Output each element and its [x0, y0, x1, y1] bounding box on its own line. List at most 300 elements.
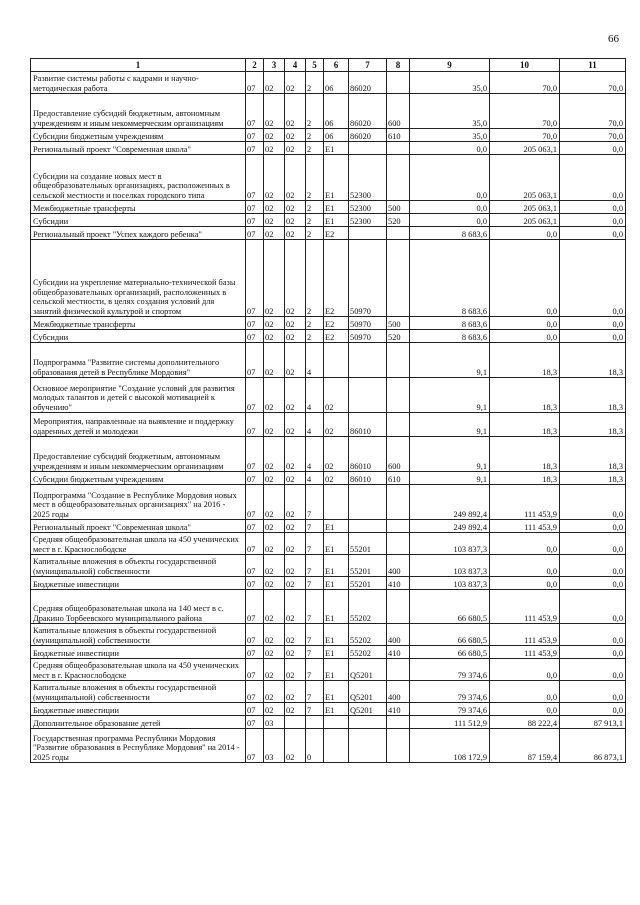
code-cell: 7 — [306, 555, 324, 577]
code-cell — [324, 729, 349, 763]
code-cell: 02 — [285, 729, 306, 763]
amount-cell: 103 837,3 — [410, 533, 490, 555]
code-cell: E2 — [324, 240, 349, 317]
amount-cell: 205 063,1 — [490, 155, 560, 201]
code-cell: 02 — [264, 201, 285, 214]
amount-cell: 18,3 — [560, 472, 626, 485]
code-cell: 02 — [324, 472, 349, 485]
code-cell: 02 — [264, 94, 285, 129]
code-cell — [349, 343, 387, 378]
code-cell: E1 — [324, 201, 349, 214]
row-name-cell: Капитальные вложения в объекты государственной (муниципальной) собственности — [31, 681, 246, 703]
code-cell: 02 — [264, 413, 285, 437]
row-name-cell: Развитие системы работы с кадрами и научно-методическая работа — [31, 72, 246, 94]
header-cell: 8 — [387, 59, 410, 72]
amount-cell: 9,1 — [410, 413, 490, 437]
code-cell: 2 — [306, 330, 324, 343]
row-name-cell: Межбюджетные трансферты — [31, 317, 246, 330]
code-cell: 610 — [387, 129, 410, 142]
code-cell: 50970 — [349, 330, 387, 343]
code-cell: 02 — [285, 533, 306, 555]
code-cell: 55201 — [349, 533, 387, 555]
code-cell: 600 — [387, 94, 410, 129]
code-cell: 07 — [246, 646, 264, 659]
row-name-cell: Субсидии бюджетным учреждениям — [31, 472, 246, 485]
row-name-cell: Субсидии на укрепление материально-технической базы общеобразовательных организаций, расположенных в сельской местности, в целях создания условий для занятий физической культурой и спортом — [31, 240, 246, 317]
code-cell: 02 — [264, 72, 285, 94]
header-cell: 4 — [285, 59, 306, 72]
code-cell: 520 — [387, 330, 410, 343]
code-cell: 07 — [246, 317, 264, 330]
header-cell: 1 — [31, 59, 246, 72]
code-cell: 50970 — [349, 240, 387, 317]
amount-cell: 0,0 — [410, 142, 490, 155]
code-cell: 2 — [306, 142, 324, 155]
code-cell: 02 — [285, 214, 306, 227]
code-cell: 06 — [324, 72, 349, 94]
header-cell: 10 — [490, 59, 560, 72]
amount-cell: 111 453,9 — [490, 624, 560, 646]
code-cell: 06 — [324, 94, 349, 129]
code-cell: 02 — [285, 155, 306, 201]
amount-cell: 103 837,3 — [410, 577, 490, 590]
table-row — [31, 533, 626, 555]
code-cell: 02 — [285, 240, 306, 317]
table-row — [31, 520, 626, 533]
header-cell: 7 — [349, 59, 387, 72]
code-cell: 02 — [264, 533, 285, 555]
code-cell: 55202 — [349, 624, 387, 646]
code-cell — [285, 716, 306, 729]
code-cell — [387, 659, 410, 681]
code-cell: 07 — [246, 201, 264, 214]
code-cell: E1 — [324, 142, 349, 155]
amount-cell: 0,0 — [560, 227, 626, 240]
code-cell: 86020 — [349, 129, 387, 142]
code-cell — [349, 716, 387, 729]
code-cell: 07 — [246, 520, 264, 533]
code-cell: 07 — [246, 155, 264, 201]
code-cell: 7 — [306, 624, 324, 646]
table-row — [31, 555, 626, 577]
code-cell: Q5201 — [349, 681, 387, 703]
code-cell: 86010 — [349, 472, 387, 485]
code-cell: 86020 — [349, 72, 387, 94]
code-cell: 02 — [264, 227, 285, 240]
amount-cell: 0,0 — [560, 577, 626, 590]
amount-cell: 0,0 — [410, 201, 490, 214]
amount-cell: 0,0 — [410, 155, 490, 201]
code-cell: 02 — [285, 330, 306, 343]
header-cell: 11 — [560, 59, 626, 72]
amount-cell: 18,3 — [560, 413, 626, 437]
amount-cell: 0,0 — [490, 577, 560, 590]
amount-cell: 87 159,4 — [490, 729, 560, 763]
amount-cell: 35,0 — [410, 72, 490, 94]
code-cell: 02 — [285, 437, 306, 472]
row-name-cell: Средняя общеобразовательная школа на 450 ученических мест в г. Краснослободске — [31, 659, 246, 681]
code-cell: 02 — [264, 214, 285, 227]
table-row — [31, 155, 626, 201]
code-cell: 2 — [306, 227, 324, 240]
code-cell: 86020 — [349, 94, 387, 129]
code-cell: 7 — [306, 659, 324, 681]
amount-cell: 88 222,4 — [490, 716, 560, 729]
code-cell: 07 — [246, 142, 264, 155]
amount-cell: 249 892,4 — [410, 485, 490, 520]
amount-cell: 0,0 — [560, 646, 626, 659]
table-row — [31, 330, 626, 343]
amount-cell: 111 453,9 — [490, 485, 560, 520]
header-row — [31, 59, 626, 72]
code-cell: 02 — [324, 437, 349, 472]
code-cell: 07 — [246, 716, 264, 729]
code-cell: 02 — [264, 378, 285, 413]
code-cell: 02 — [285, 227, 306, 240]
row-name-cell: Основное мероприятие "Создание условий для развития молодых талантов и детей с высокой мотивацией к обучению" — [31, 378, 246, 413]
amount-cell: 66 680,5 — [410, 624, 490, 646]
code-cell: 02 — [264, 343, 285, 378]
code-cell: 02 — [264, 155, 285, 201]
code-cell: 400 — [387, 681, 410, 703]
header-cell: 3 — [264, 59, 285, 72]
code-cell: 52300 — [349, 155, 387, 201]
amount-cell: 0,0 — [490, 330, 560, 343]
code-cell: 07 — [246, 343, 264, 378]
amount-cell: 8 683,6 — [410, 227, 490, 240]
amount-cell: 0,0 — [490, 703, 560, 716]
amount-cell: 66 680,5 — [410, 590, 490, 624]
code-cell: 7 — [306, 646, 324, 659]
code-cell: 07 — [246, 330, 264, 343]
code-cell: 02 — [264, 520, 285, 533]
code-cell: E1 — [324, 624, 349, 646]
amount-cell: 9,1 — [410, 343, 490, 378]
code-cell: 02 — [264, 659, 285, 681]
code-cell: 55202 — [349, 646, 387, 659]
code-cell: Q5201 — [349, 703, 387, 716]
amount-cell: 0,0 — [490, 533, 560, 555]
amount-cell: 111 453,9 — [490, 590, 560, 624]
code-cell: 2 — [306, 72, 324, 94]
amount-cell: 0,0 — [490, 659, 560, 681]
amount-cell: 108 172,9 — [410, 729, 490, 763]
code-cell: 4 — [306, 378, 324, 413]
amount-cell: 18,3 — [560, 437, 626, 472]
code-cell: 02 — [285, 129, 306, 142]
code-cell: 02 — [285, 520, 306, 533]
code-cell — [387, 729, 410, 763]
code-cell: 7 — [306, 533, 324, 555]
code-cell: 4 — [306, 343, 324, 378]
code-cell — [387, 343, 410, 378]
table-row — [31, 378, 626, 413]
code-cell: 07 — [246, 240, 264, 317]
code-cell — [349, 227, 387, 240]
amount-cell: 0,0 — [490, 317, 560, 330]
table-row — [31, 72, 626, 94]
code-cell: 7 — [306, 577, 324, 590]
code-cell: 02 — [285, 624, 306, 646]
code-cell: 07 — [246, 533, 264, 555]
code-cell: 02 — [285, 681, 306, 703]
code-cell: 02 — [285, 317, 306, 330]
amount-cell: 111 453,9 — [490, 520, 560, 533]
code-cell: 02 — [264, 577, 285, 590]
code-cell: 55202 — [349, 590, 387, 624]
code-cell: 4 — [306, 472, 324, 485]
row-name-cell: Субсидии бюджетным учреждениям — [31, 129, 246, 142]
code-cell — [349, 520, 387, 533]
code-cell: 52300 — [349, 201, 387, 214]
code-cell: 55201 — [349, 555, 387, 577]
row-name-cell: Капитальные вложения в объекты государственной (муниципальной) собственности — [31, 555, 246, 577]
amount-cell: 70,0 — [490, 72, 560, 94]
budget-table — [30, 58, 626, 763]
amount-cell: 0,0 — [410, 214, 490, 227]
row-name-cell: Субсидии — [31, 214, 246, 227]
code-cell: 02 — [264, 437, 285, 472]
table-row — [31, 343, 626, 378]
amount-cell: 0,0 — [560, 681, 626, 703]
code-cell: 07 — [246, 214, 264, 227]
code-cell: 03 — [264, 729, 285, 763]
code-cell — [387, 72, 410, 94]
amount-cell: 111 453,9 — [490, 646, 560, 659]
code-cell: 07 — [246, 577, 264, 590]
code-cell: 02 — [285, 703, 306, 716]
amount-cell: 0,0 — [560, 659, 626, 681]
code-cell: 03 — [264, 716, 285, 729]
code-cell: 2 — [306, 240, 324, 317]
code-cell — [387, 716, 410, 729]
row-name-cell: Региональный проект "Современная школа" — [31, 520, 246, 533]
code-cell: 02 — [285, 472, 306, 485]
row-name-cell: Подпрограмма "Создание в Республике Мордовия новых мест в общеобразовательных организациях" на 2016 - 2025 годы — [31, 485, 246, 520]
table-row — [31, 646, 626, 659]
code-cell: E1 — [324, 703, 349, 716]
code-cell — [349, 485, 387, 520]
code-cell: 07 — [246, 624, 264, 646]
code-cell: 02 — [264, 703, 285, 716]
amount-cell: 9,1 — [410, 378, 490, 413]
code-cell: 02 — [264, 129, 285, 142]
header-cell: 6 — [324, 59, 349, 72]
amount-cell: 79 374,6 — [410, 703, 490, 716]
code-cell: 07 — [246, 129, 264, 142]
code-cell: 2 — [306, 317, 324, 330]
code-cell: 2 — [306, 94, 324, 129]
amount-cell: 0,0 — [560, 330, 626, 343]
amount-cell: 70,0 — [560, 129, 626, 142]
amount-cell: 0,0 — [560, 214, 626, 227]
code-cell: 52300 — [349, 214, 387, 227]
table-row — [31, 437, 626, 472]
amount-cell: 18,3 — [490, 343, 560, 378]
table-row — [31, 201, 626, 214]
code-cell — [387, 533, 410, 555]
code-cell: 2 — [306, 155, 324, 201]
code-cell — [387, 240, 410, 317]
amount-cell: 0,0 — [490, 681, 560, 703]
code-cell: 55201 — [349, 577, 387, 590]
table-row — [31, 214, 626, 227]
code-cell: 7 — [306, 681, 324, 703]
code-cell: 02 — [285, 142, 306, 155]
code-cell — [387, 142, 410, 155]
amount-cell: 0,0 — [560, 624, 626, 646]
code-cell: 07 — [246, 413, 264, 437]
code-cell: E1 — [324, 646, 349, 659]
amount-cell: 18,3 — [490, 378, 560, 413]
amount-cell: 8 683,6 — [410, 317, 490, 330]
code-cell: 86010 — [349, 437, 387, 472]
table-body — [31, 72, 626, 763]
code-cell: 02 — [324, 413, 349, 437]
table-row — [31, 716, 626, 729]
code-cell: 02 — [324, 378, 349, 413]
code-cell: E1 — [324, 533, 349, 555]
amount-cell: 0,0 — [490, 240, 560, 317]
header-cell: 9 — [410, 59, 490, 72]
code-cell — [324, 485, 349, 520]
code-cell: E1 — [324, 555, 349, 577]
code-cell: 02 — [285, 590, 306, 624]
code-cell: 02 — [264, 485, 285, 520]
table-row — [31, 472, 626, 485]
code-cell: E1 — [324, 155, 349, 201]
code-cell: 02 — [285, 94, 306, 129]
code-cell: E1 — [324, 590, 349, 624]
code-cell: E2 — [324, 317, 349, 330]
code-cell: 02 — [264, 142, 285, 155]
amount-cell: 87 913,1 — [560, 716, 626, 729]
code-cell — [324, 716, 349, 729]
code-cell: 2 — [306, 129, 324, 142]
code-cell — [387, 378, 410, 413]
code-cell: 610 — [387, 472, 410, 485]
code-cell: 07 — [246, 729, 264, 763]
code-cell — [349, 142, 387, 155]
row-name-cell: Дополнительное образование детей — [31, 716, 246, 729]
amount-cell: 0,0 — [560, 155, 626, 201]
amount-cell: 70,0 — [560, 94, 626, 129]
code-cell: 02 — [285, 201, 306, 214]
amount-cell: 66 680,5 — [410, 646, 490, 659]
amount-cell: 79 374,6 — [410, 659, 490, 681]
code-cell: 0 — [306, 729, 324, 763]
table-row — [31, 240, 626, 317]
code-cell: 02 — [285, 646, 306, 659]
code-cell: 02 — [264, 472, 285, 485]
code-cell: 02 — [285, 72, 306, 94]
code-cell — [387, 485, 410, 520]
amount-cell: 0,0 — [560, 520, 626, 533]
table-row — [31, 142, 626, 155]
table-row — [31, 729, 626, 763]
amount-cell: 79 374,6 — [410, 681, 490, 703]
code-cell: 02 — [264, 317, 285, 330]
amount-cell: 0,0 — [560, 240, 626, 317]
amount-cell: 70,0 — [490, 94, 560, 129]
code-cell: 4 — [306, 437, 324, 472]
code-cell: E1 — [324, 681, 349, 703]
code-cell: 410 — [387, 577, 410, 590]
code-cell: 02 — [264, 240, 285, 317]
row-name-cell: Региональный проект "Успех каждого ребенка" — [31, 227, 246, 240]
amount-cell: 18,3 — [490, 413, 560, 437]
code-cell: 400 — [387, 555, 410, 577]
code-cell: 2 — [306, 201, 324, 214]
code-cell: 7 — [306, 485, 324, 520]
code-cell: 410 — [387, 703, 410, 716]
amount-cell: 70,0 — [560, 72, 626, 94]
code-cell: E2 — [324, 227, 349, 240]
code-cell: 07 — [246, 681, 264, 703]
code-cell: 4 — [306, 413, 324, 437]
amount-cell: 18,3 — [560, 343, 626, 378]
code-cell: 02 — [285, 659, 306, 681]
code-cell — [324, 343, 349, 378]
code-cell: 07 — [246, 94, 264, 129]
table-row — [31, 659, 626, 681]
amount-cell: 205 063,1 — [490, 214, 560, 227]
amount-cell: 86 873,1 — [560, 729, 626, 763]
amount-cell: 205 063,1 — [490, 142, 560, 155]
table-row — [31, 413, 626, 437]
code-cell: 410 — [387, 646, 410, 659]
code-cell — [349, 729, 387, 763]
amount-cell: 35,0 — [410, 129, 490, 142]
code-cell: 02 — [264, 330, 285, 343]
code-cell: 07 — [246, 378, 264, 413]
row-name-cell: Бюджетные инвестиции — [31, 703, 246, 716]
code-cell: E2 — [324, 330, 349, 343]
code-cell: 07 — [246, 472, 264, 485]
code-cell: 2 — [306, 214, 324, 227]
code-cell: 02 — [264, 555, 285, 577]
code-cell: 7 — [306, 703, 324, 716]
amount-cell: 205 063,1 — [490, 201, 560, 214]
row-name-cell: Региональный проект "Современная школа" — [31, 142, 246, 155]
amount-cell: 111 512,9 — [410, 716, 490, 729]
table-row — [31, 681, 626, 703]
row-name-cell: Мероприятия, направленные на выявление и поддержку одаренных детей и молодежи — [31, 413, 246, 437]
code-cell: E1 — [324, 577, 349, 590]
table-row — [31, 317, 626, 330]
code-cell — [306, 716, 324, 729]
code-cell: 7 — [306, 520, 324, 533]
code-cell: 07 — [246, 227, 264, 240]
code-cell — [387, 590, 410, 624]
amount-cell: 0,0 — [560, 533, 626, 555]
amount-cell: 0,0 — [560, 555, 626, 577]
row-name-cell: Предоставление субсидий бюджетным, автономным учреждениям и иным некоммерческим организациям — [31, 437, 246, 472]
code-cell: 400 — [387, 624, 410, 646]
table-row — [31, 129, 626, 142]
table-row — [31, 590, 626, 624]
row-name-cell: Предоставление субсидий бюджетным, автономным учреждениям и иным некоммерческим организациям — [31, 94, 246, 129]
table-row — [31, 703, 626, 716]
row-name-cell: Бюджетные инвестиции — [31, 646, 246, 659]
row-name-cell: Подпрограмма "Развитие системы дополнительного образования детей в Республике Мордовия" — [31, 343, 246, 378]
row-name-cell: Межбюджетные трансферты — [31, 201, 246, 214]
code-cell: 02 — [264, 624, 285, 646]
code-cell: 07 — [246, 659, 264, 681]
amount-cell: 103 837,3 — [410, 555, 490, 577]
code-cell: 500 — [387, 317, 410, 330]
page-number: 66 — [608, 33, 619, 45]
